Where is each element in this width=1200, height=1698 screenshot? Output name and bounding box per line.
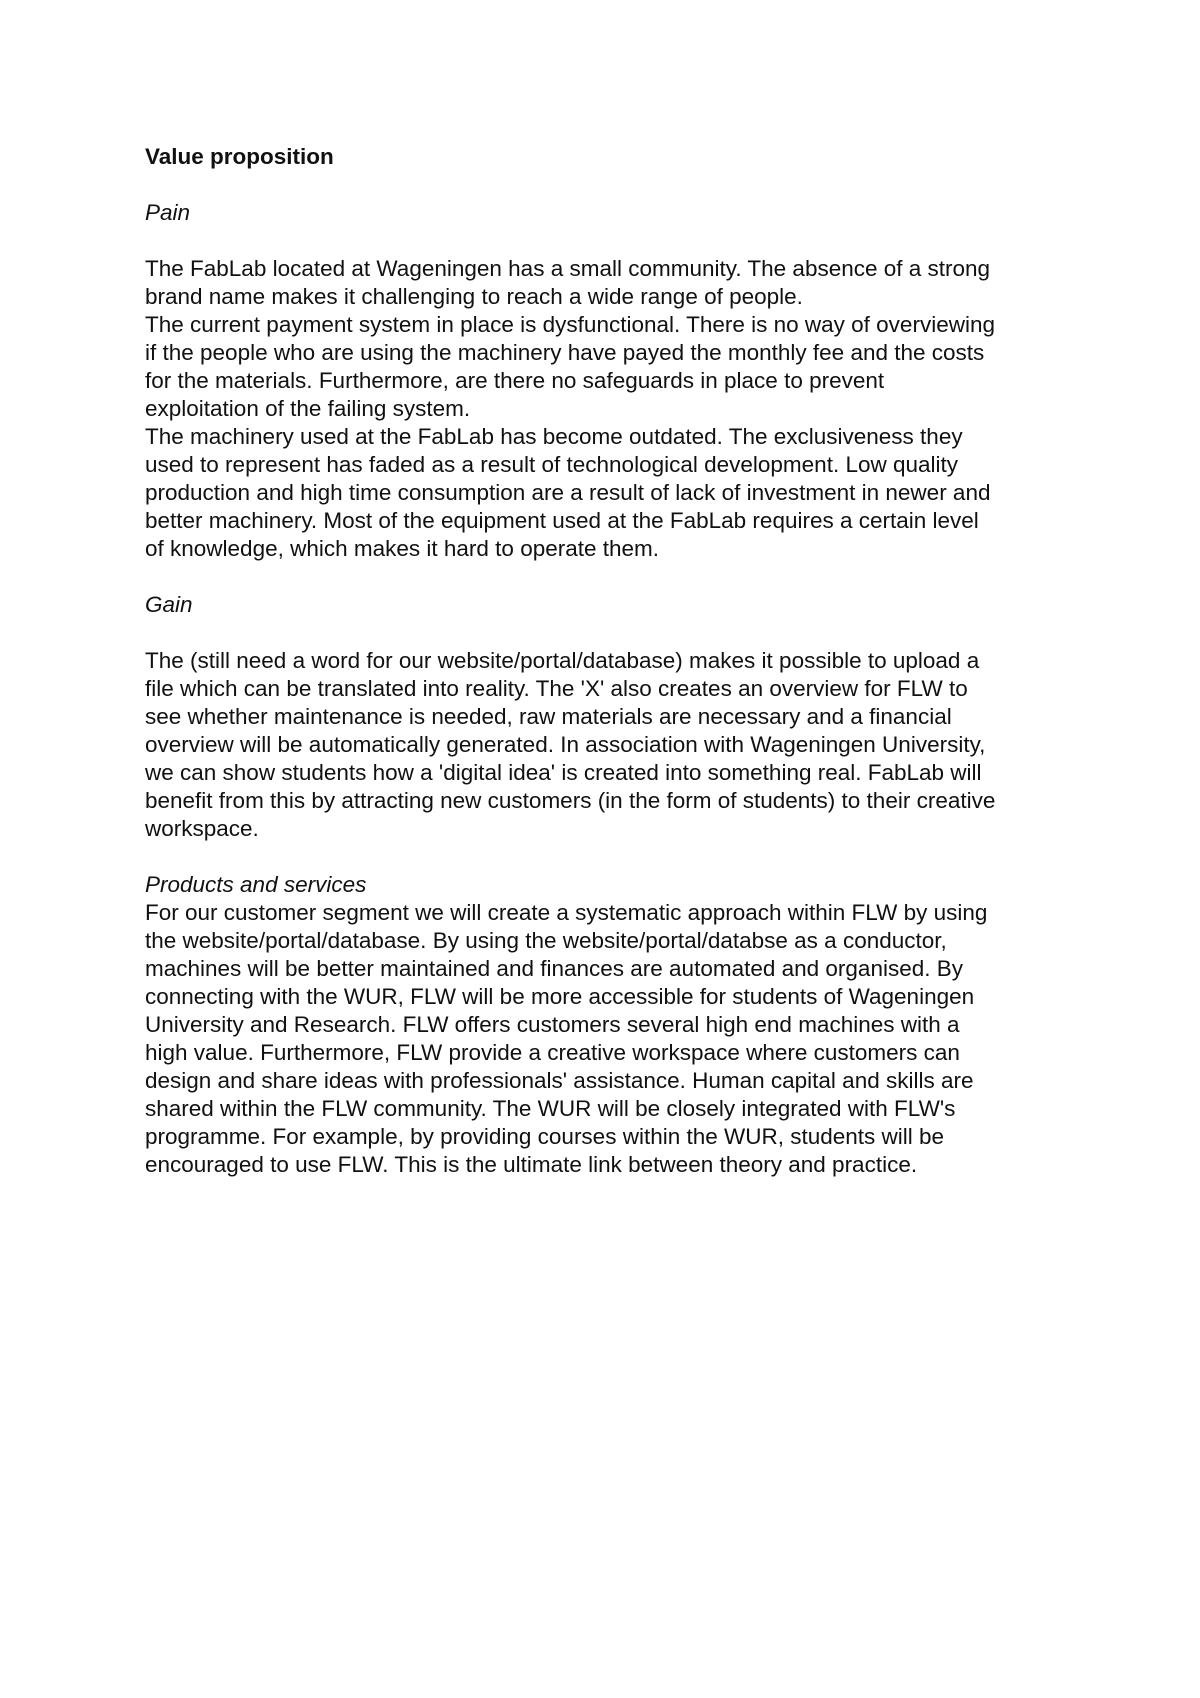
section-body-products-and-services bbox=[145, 899, 1085, 1179]
text-line: The machinery used at the FabLab has become outdated. The exclusiveness they bbox=[145, 424, 963, 449]
text-line: we can show students how a 'digital idea' is created into something real. FabLab will bbox=[145, 760, 982, 785]
section-heading-products-and-services: Products and services bbox=[145, 872, 367, 897]
text-line: exploitation of the failing system. bbox=[145, 396, 471, 421]
spacer bbox=[145, 171, 1085, 199]
text-line: brand name makes it challenging to reach a wide range of people. bbox=[145, 284, 803, 309]
spacer bbox=[145, 227, 1085, 255]
section-gain bbox=[145, 591, 1085, 843]
text-line: shared within the FLW community. The WUR will be closely integrated with FLW's bbox=[145, 1096, 956, 1121]
document-content bbox=[145, 143, 1085, 1179]
text-line: overview will be automatically generated. In association with Wageningen University, bbox=[145, 732, 986, 757]
text-line: high value. Furthermore, FLW provide a creative workspace where customers can bbox=[145, 1040, 960, 1065]
section-pain bbox=[145, 199, 1085, 563]
section-body-pain bbox=[145, 255, 1085, 563]
section-products-and-services bbox=[145, 871, 1085, 1179]
text-line: encouraged to use FLW. This is the ultimate link between theory and practice. bbox=[145, 1152, 918, 1177]
text-line: The (still need a word for our website/portal/database) makes it possible to upload a bbox=[145, 648, 980, 673]
text-line: The current payment system in place is dysfunctional. There is no way of overviewing bbox=[145, 312, 995, 337]
text-line: better machinery. Most of the equipment used at the FabLab requires a certain level bbox=[145, 508, 979, 533]
text-line: programme. For example, by providing courses within the WUR, students will be bbox=[145, 1124, 945, 1149]
text-line: file which can be translated into reality. The 'X' also creates an overview for FLW to bbox=[145, 676, 968, 701]
text-line: For our customer segment we will create a systematic approach within FLW by using bbox=[145, 900, 988, 925]
text-line: if the people who are using the machinery have payed the monthly fee and the costs bbox=[145, 340, 985, 365]
text-line: connecting with the WUR, FLW will be more accessible for students of Wageningen bbox=[145, 984, 975, 1009]
text-line: of knowledge, which makes it hard to operate them. bbox=[145, 536, 660, 561]
text-line: workspace. bbox=[145, 816, 259, 841]
text-line: benefit from this by attracting new customers (in the form of students) to their creative bbox=[145, 788, 996, 813]
text-line: see whether maintenance is needed, raw materials are necessary and a financial bbox=[145, 704, 952, 729]
text-line: the website/portal/database. By using the website/portal/databse as a conductor, bbox=[145, 928, 947, 953]
text-line: University and Research. FLW offers customers several high end machines with a bbox=[145, 1012, 960, 1037]
section-body-gain bbox=[145, 647, 1085, 843]
spacer bbox=[145, 563, 1085, 591]
section-heading-gain: Gain bbox=[145, 592, 193, 617]
section-heading-pain: Pain bbox=[145, 200, 191, 225]
spacer bbox=[145, 619, 1085, 647]
text-line: used to represent has faded as a result of technological development. Low quality bbox=[145, 452, 959, 477]
text-line: The FabLab located at Wageningen has a small community. The absence of a strong bbox=[145, 256, 991, 281]
text-line: machines will be better maintained and finances are automated and organised. By bbox=[145, 956, 963, 981]
document-title: Value proposition bbox=[145, 144, 334, 169]
text-line: design and share ideas with professionals' assistance. Human capital and skills are bbox=[145, 1068, 974, 1093]
text-line: for the materials. Furthermore, are there no safeguards in place to prevent bbox=[145, 368, 885, 393]
spacer bbox=[145, 843, 1085, 871]
text-line: production and high time consumption are a result of lack of investment in newer and bbox=[145, 480, 991, 505]
